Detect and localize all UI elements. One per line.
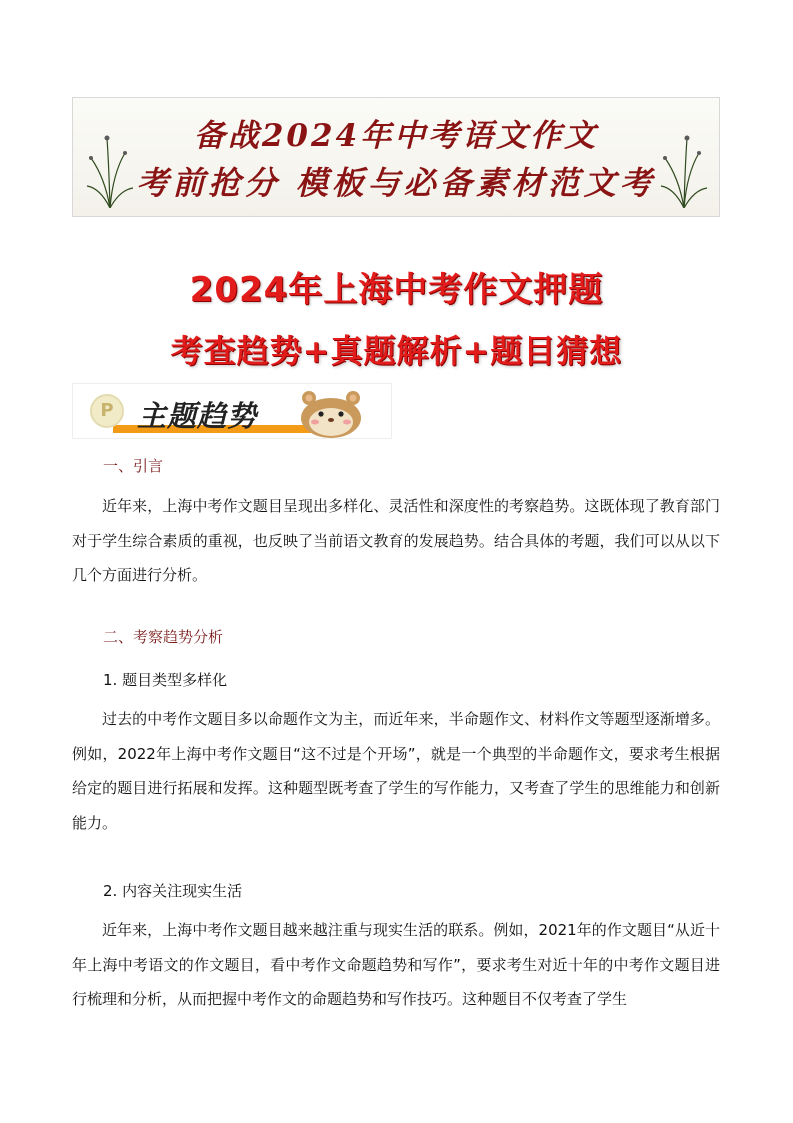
- banner-line-2: 考前抢分 模板与必备素材范文考: [136, 164, 656, 202]
- hamster-icon: [297, 386, 365, 438]
- paragraph-item-1: 过去的中考作文题目多以命题作文为主，而近年来，半命题作文、材料作文等题型逐渐增多。例如，2022年上海中考作文题目“这不过是个开场”，就是一个典型的半命题作文，要求考生根据给定的题目进行拓展和发挥。这种题型既考查了学生的写作能力，又考查了学生的思维能力和创新能力。: [72, 710, 720, 832]
- paragraph-item-2: 近年来，上海中考作文题目越来越注重与现实生活的联系。例如，2021年的作文题目“从近十年上海中考语文的作文题目，看中考作文命题趋势和写作”，要求考生对近十年的中考作文题目进行梳理和分析，从而把握中考作文的命题趋势和写作技巧。这种题目不仅考查了学生: [72, 921, 720, 1008]
- page-subtitle: 考查趋势+真题解析+题目猜想: [170, 332, 623, 370]
- badge-logo-icon: P: [90, 394, 124, 428]
- paragraph-intro: 近年来，上海中考作文题目呈现出多样化、灵活性和深度性的考察趋势。这既体现了教育部门对于学生综合素质的重视，也反映了当前语文教育的发展趋势。结合具体的考题，我们可以从以下几个方面进行分析。: [72, 497, 720, 584]
- orchid-icon: [659, 128, 709, 208]
- banner-line-1: 备战2024年中考语文作文: [193, 118, 599, 154]
- header-banner: [72, 97, 720, 217]
- page-title: 2024年上海中考作文押题: [189, 270, 604, 310]
- subheading-item-2: 2. 内容关注现实生活: [103, 882, 243, 900]
- section-heading-intro: 一、引言: [103, 457, 164, 475]
- badge-label: 主题趋势: [137, 399, 258, 433]
- section-heading-trend: 二、考察趋势分析: [103, 628, 224, 646]
- theme-section-badge: [72, 383, 392, 439]
- subheading-item-1: 1. 题目类型多样化: [103, 671, 228, 689]
